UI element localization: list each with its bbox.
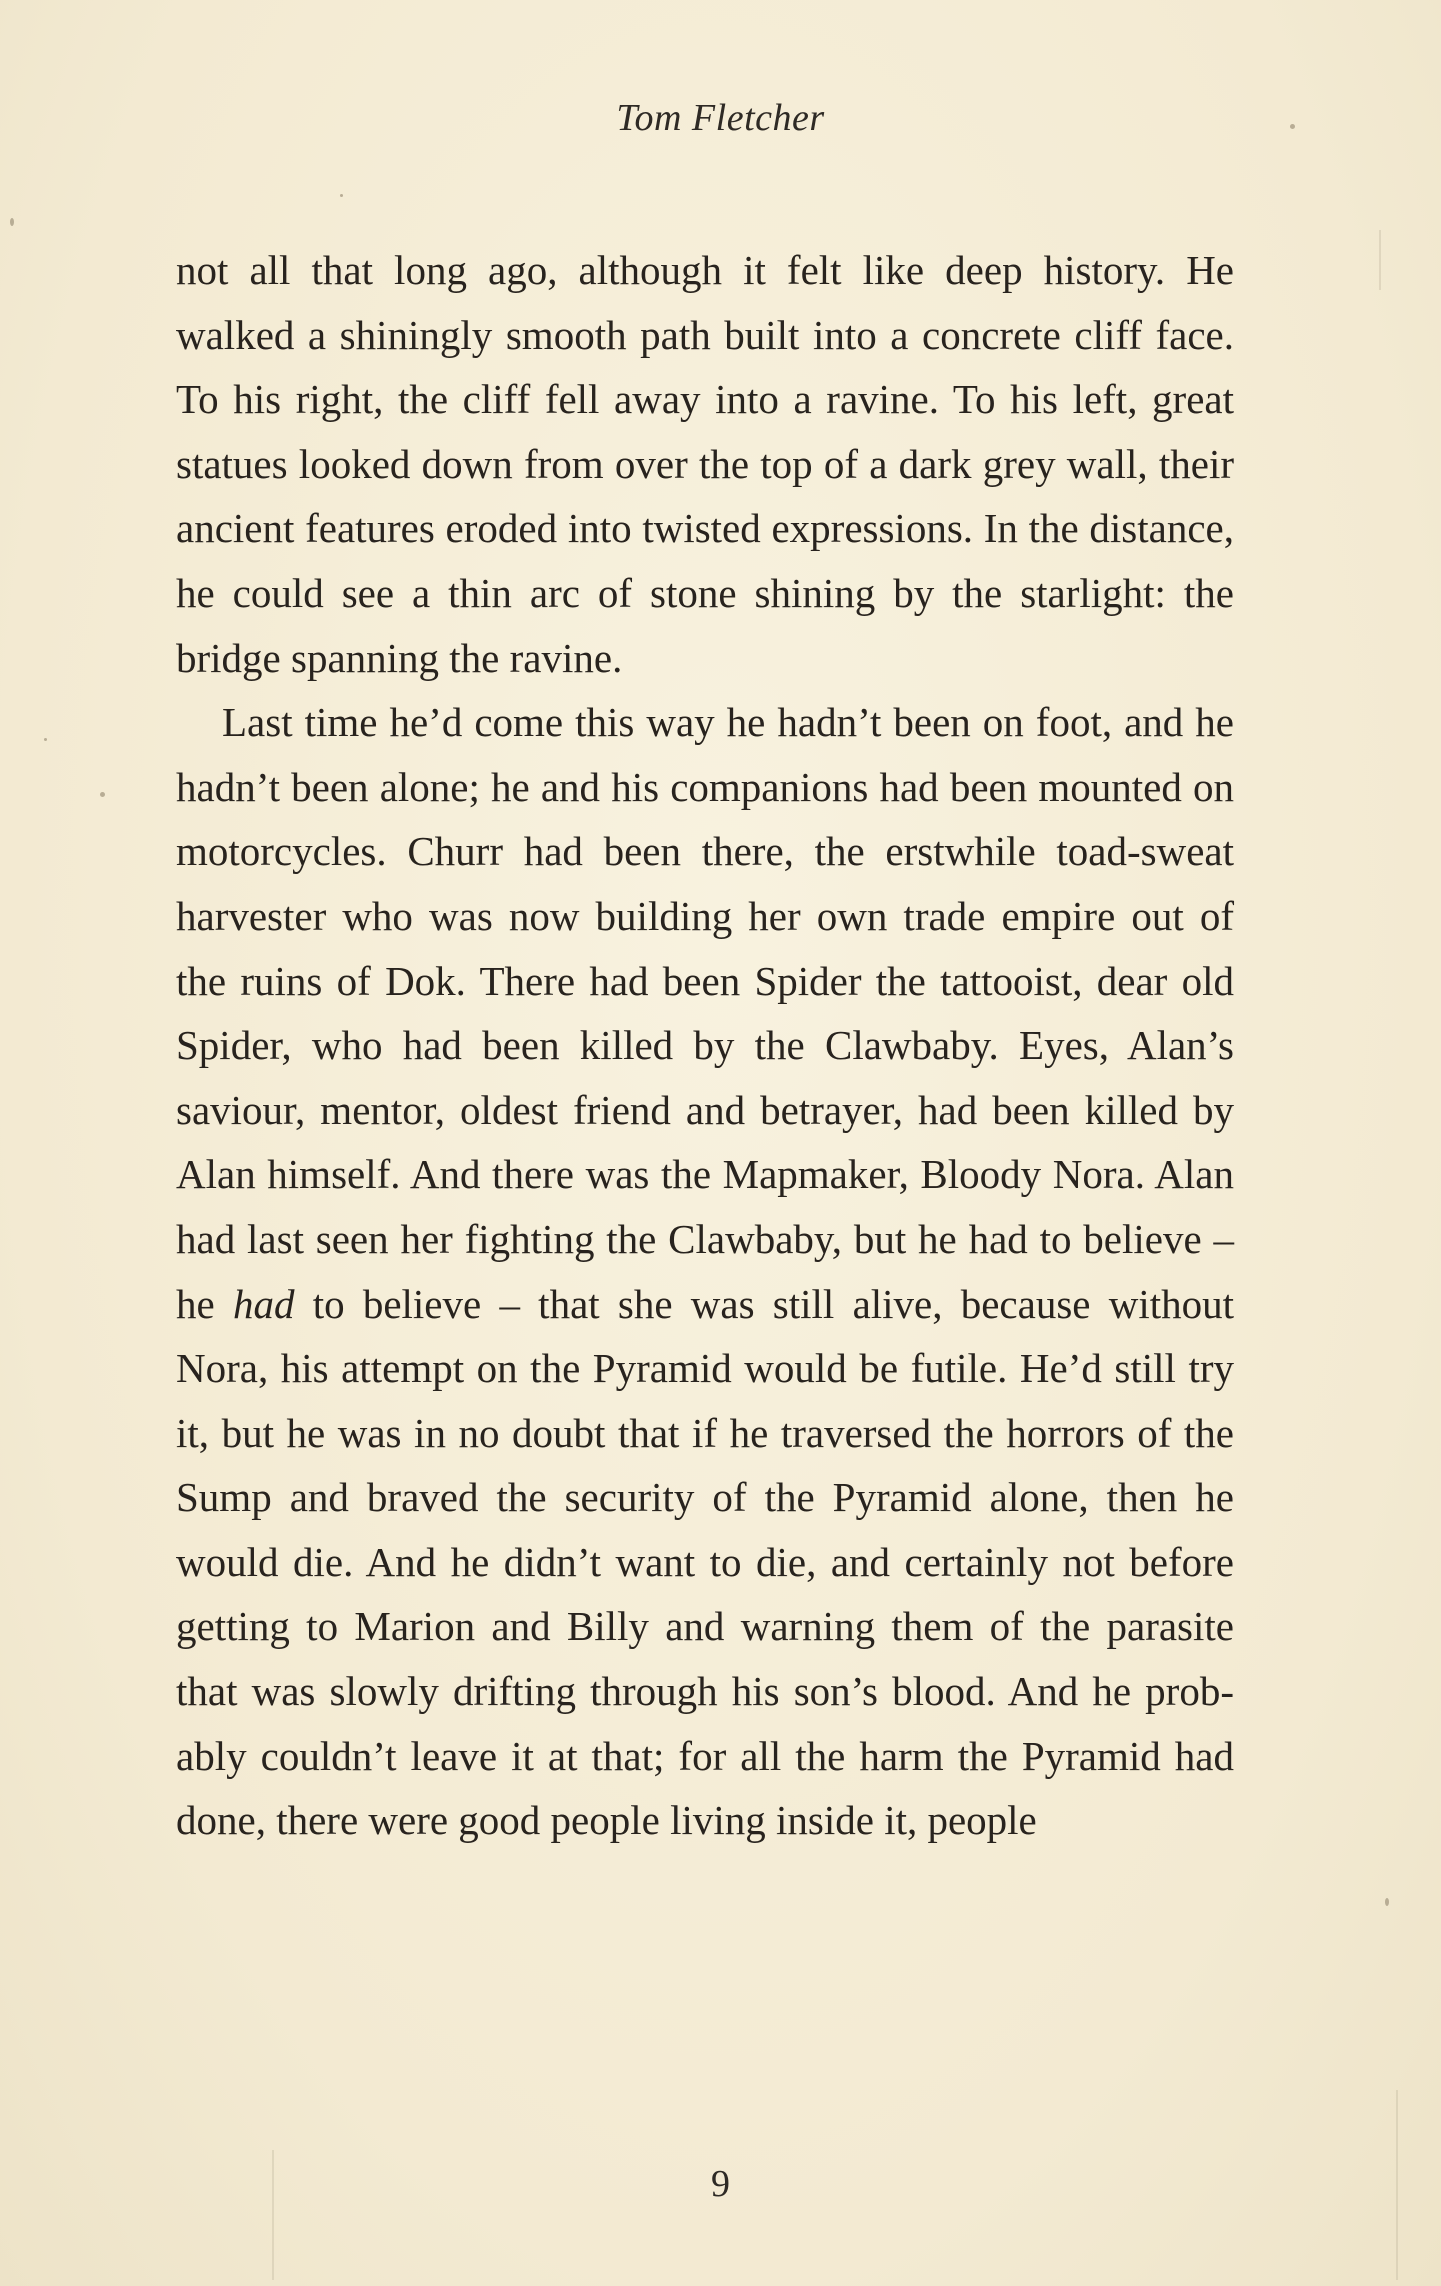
page-number: 9 — [711, 2163, 730, 2205]
running-head-author: Tom Fletcher — [616, 97, 825, 139]
paper-fleck — [100, 792, 105, 797]
text-run: to believe – that she was still alive, because without Nora, his attempt on the Pyramid would be futile. He’d still try it, but he was in no doubt that if he traversed the horrors of the Sump and braved the security of the Pyramid alone, then he would die. And he didn’t want to die, and certainly not before getting to Marion and Billy and warning them of the parasite that was slowly drifting through his son’s blood. And he probably couldn’t leave it at that; for all the harm the Pyramid had done, there were good people living inside it, people — [176, 1280, 1235, 1844]
paper-fleck — [44, 738, 47, 741]
paragraph — [176, 238, 1234, 690]
paper-fleck — [340, 194, 343, 197]
body-text — [176, 238, 1234, 1853]
text-run: Last time he’d come this way he hadn’t been on foot, and he hadn’t been alone; he and his companions had been mounted on motorcycles. Churr had been there, the erstwhile toad-sweat harvester who was now building her own trade empire out of the ruins of Dok. There had been Spider the tattooist, dear old Spider, who had been killed by the Clawbaby. Eyes, Alan’s saviour, mentor, oldest friend and betrayer, had been killed by Alan himself. And there was the Mapmaker, Bloody Nora. Alan had last seen her fighting the Clawbaby, but he had to believe – he — [176, 699, 1234, 1327]
paragraph — [176, 690, 1234, 1853]
text-run: not all that long ago, although it felt like deep history. He walked a shiningly smooth path built into a concrete cliff face. To his right, the cliff fell away into a ravine. To his left, great statues looked down from over the top of a dark grey wall, their ancient features eroded into twisted expressions. In the distance, he could see a thin arc of stone shining by the starlight: the bridge spanning the ravine. — [176, 247, 1234, 681]
italic-emphasis: had — [232, 1280, 295, 1327]
paper-fleck — [1385, 1898, 1389, 1906]
paper-crease — [1379, 230, 1381, 290]
paper-fleck — [10, 218, 14, 226]
